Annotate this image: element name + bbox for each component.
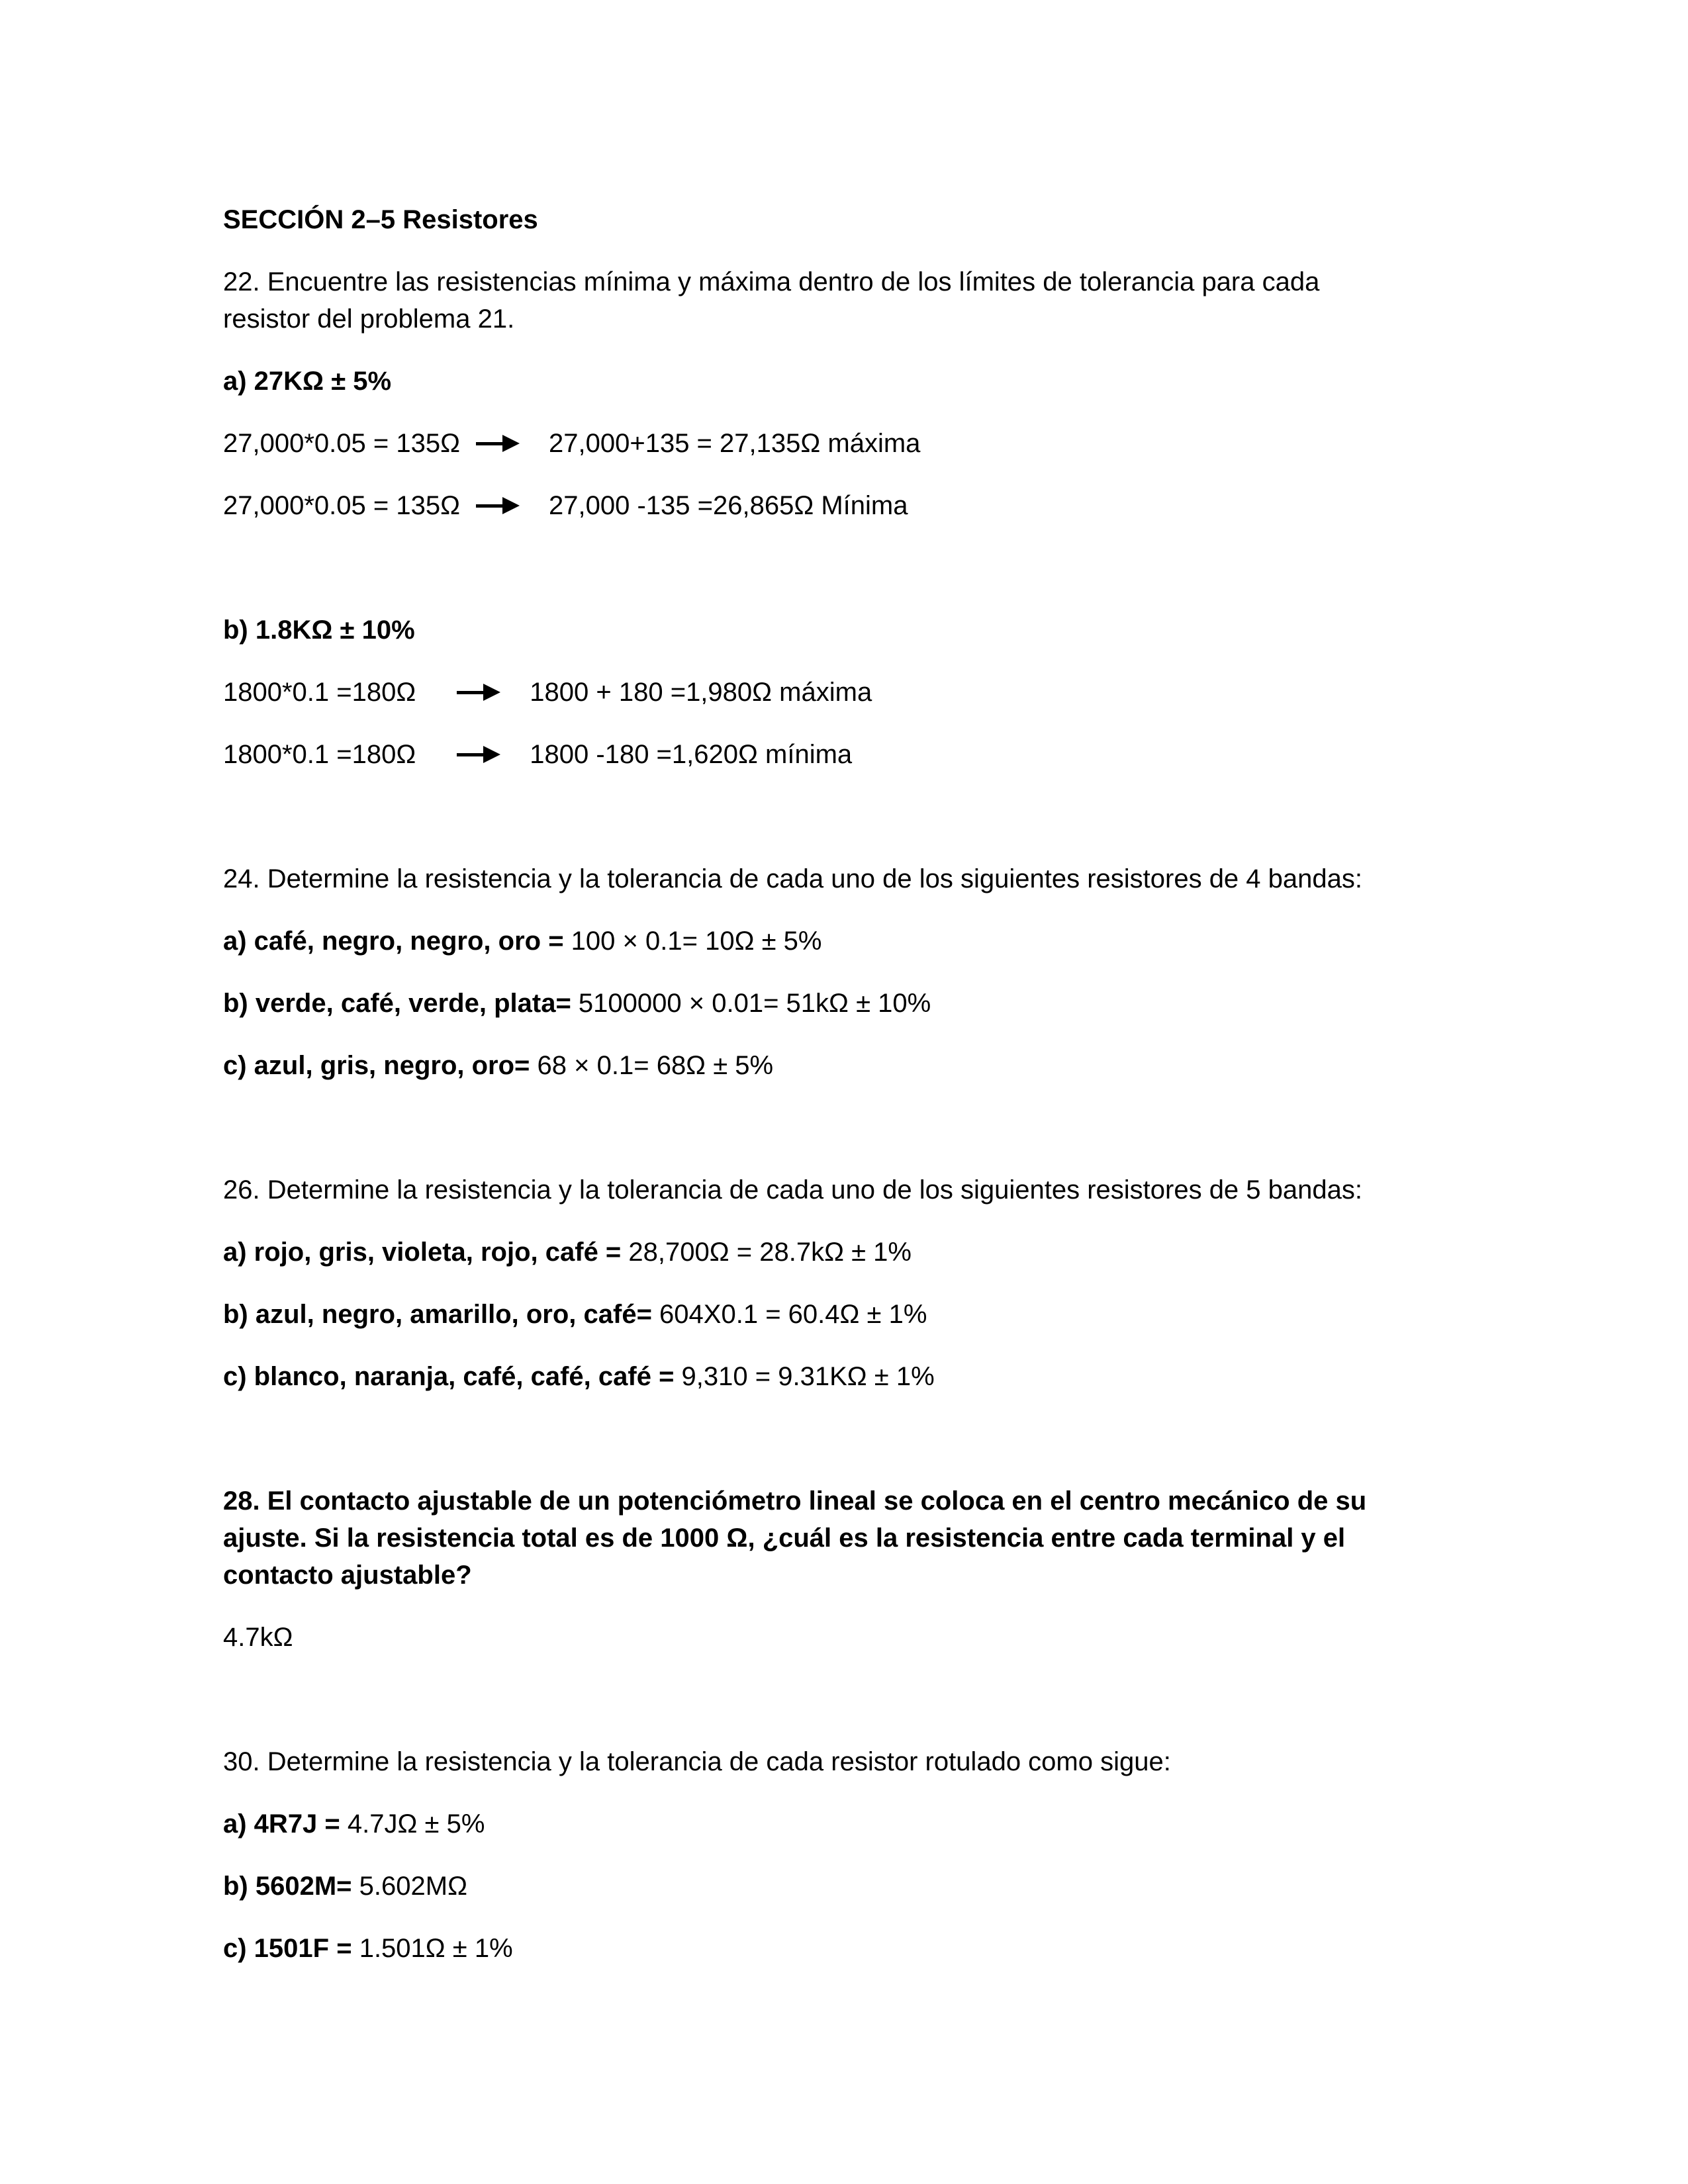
q24-intro: 24. Determine la resistencia y la tolerancia de cada uno de los siguientes resistores de 4 bandas: — [223, 864, 1362, 893]
item-label: a) 4R7J = — [223, 1809, 340, 1839]
q22-intro-line-2: resistor del problema 21. — [223, 304, 515, 334]
item-value: 68 × 0.1= 68Ω ± 5% — [530, 1051, 774, 1080]
item-label: b) azul, negro, amarillo, oro, café= — [223, 1300, 652, 1329]
blank-line — [223, 1109, 1523, 1171]
blank-line — [223, 1681, 1523, 1743]
q22a-equation-row-1 — [223, 425, 1523, 462]
q22a-heading: a) 27KΩ ± 5% — [223, 367, 392, 396]
section-title: SECCIÓN 2–5 Resistores — [223, 205, 538, 234]
q30-intro: 30. Determine la resistencia y la tolerancia de cada resistor rotulado como sigue: — [223, 1747, 1171, 1776]
q30-item-c — [223, 1930, 1523, 1967]
item-label: a) café, negro, negro, oro = — [223, 927, 564, 956]
item-value: 604X0.1 = 60.4Ω ± 1% — [651, 1300, 927, 1329]
q28-question-line-1: 28. El contacto ajustable de un potenciómetro lineal se coloca en el centro mecánico de su — [223, 1486, 1367, 1516]
q22b-heading: b) 1.8KΩ ± 10% — [223, 615, 415, 645]
q26-item-c — [223, 1358, 1523, 1395]
q24-item-a — [223, 923, 1523, 960]
item-label: b) 5602M= — [223, 1872, 352, 1901]
blank-line — [223, 549, 1523, 612]
q22a-equation-row-2 — [223, 487, 1523, 524]
right-arrow-icon — [476, 497, 520, 514]
right-arrow-icon — [457, 684, 500, 701]
item-value: 100 × 0.1= 10Ω ± 5% — [563, 927, 822, 956]
q30-item-b — [223, 1868, 1523, 1905]
item-label: c) blanco, naranja, café, café, café = — [223, 1362, 675, 1391]
q26-item-b — [223, 1296, 1523, 1333]
q26-intro: 26. Determine la resistencia y la tolerancia de cada uno de los siguientes resistores de 5 bandas: — [223, 1175, 1362, 1205]
item-value: 28,700Ω = 28.7kΩ ± 1% — [621, 1238, 912, 1267]
item-value: 5.602MΩ — [352, 1872, 467, 1901]
q24-item-b — [223, 985, 1523, 1022]
q28-question-paragraph — [223, 1482, 1523, 1594]
item-label: c) azul, gris, negro, oro= — [223, 1051, 530, 1080]
blank-line — [223, 1420, 1523, 1482]
equation-right: 27,000+135 = 27,135Ω máxima — [549, 429, 921, 458]
item-label: b) verde, café, verde, plata= — [223, 989, 571, 1018]
item-value: 1.501Ω ± 1% — [352, 1934, 513, 1963]
q28-question-line-2: ajuste. Si la resistencia total es de 1000 Ω, ¿cuál es la resistencia entre cada terminal y el — [223, 1524, 1346, 1553]
equation-left: 27,000*0.05 = 135Ω — [223, 491, 460, 520]
equation-left: 27,000*0.05 = 135Ω — [223, 429, 460, 458]
q22-intro-paragraph — [223, 263, 1523, 338]
equation-right: 1800 + 180 =1,980Ω máxima — [530, 678, 872, 707]
q22b-equation-row-2 — [223, 736, 1523, 773]
q22b-equation-row-1 — [223, 674, 1523, 711]
right-arrow-icon — [476, 435, 520, 452]
right-arrow-icon — [457, 746, 500, 763]
equation-left: 1800*0.1 =180Ω — [223, 740, 416, 769]
q26-item-a — [223, 1234, 1523, 1271]
equation-left: 1800*0.1 =180Ω — [223, 678, 416, 707]
blank-line — [223, 798, 1523, 860]
q30-item-a — [223, 1805, 1523, 1843]
item-value: 5100000 × 0.01= 51kΩ ± 10% — [571, 989, 931, 1018]
q22-intro-line-1: 22. Encuentre las resistencias mínima y máxima dentro de los límites de tolerancia para cada — [223, 267, 1320, 296]
item-value: 4.7JΩ ± 5% — [340, 1809, 485, 1839]
q28-answer: 4.7kΩ — [223, 1623, 293, 1652]
item-label: a) rojo, gris, violeta, rojo, café = — [223, 1238, 622, 1267]
item-value: 9,310 = 9.31KΩ ± 1% — [674, 1362, 935, 1391]
q28-question-line-3: contacto ajustable? — [223, 1561, 472, 1590]
item-label: c) 1501F = — [223, 1934, 352, 1963]
q24-item-c — [223, 1047, 1523, 1084]
equation-right: 1800 -180 =1,620Ω mínima — [530, 740, 853, 769]
equation-right: 27,000 -135 =26,865Ω Mínima — [549, 491, 908, 520]
